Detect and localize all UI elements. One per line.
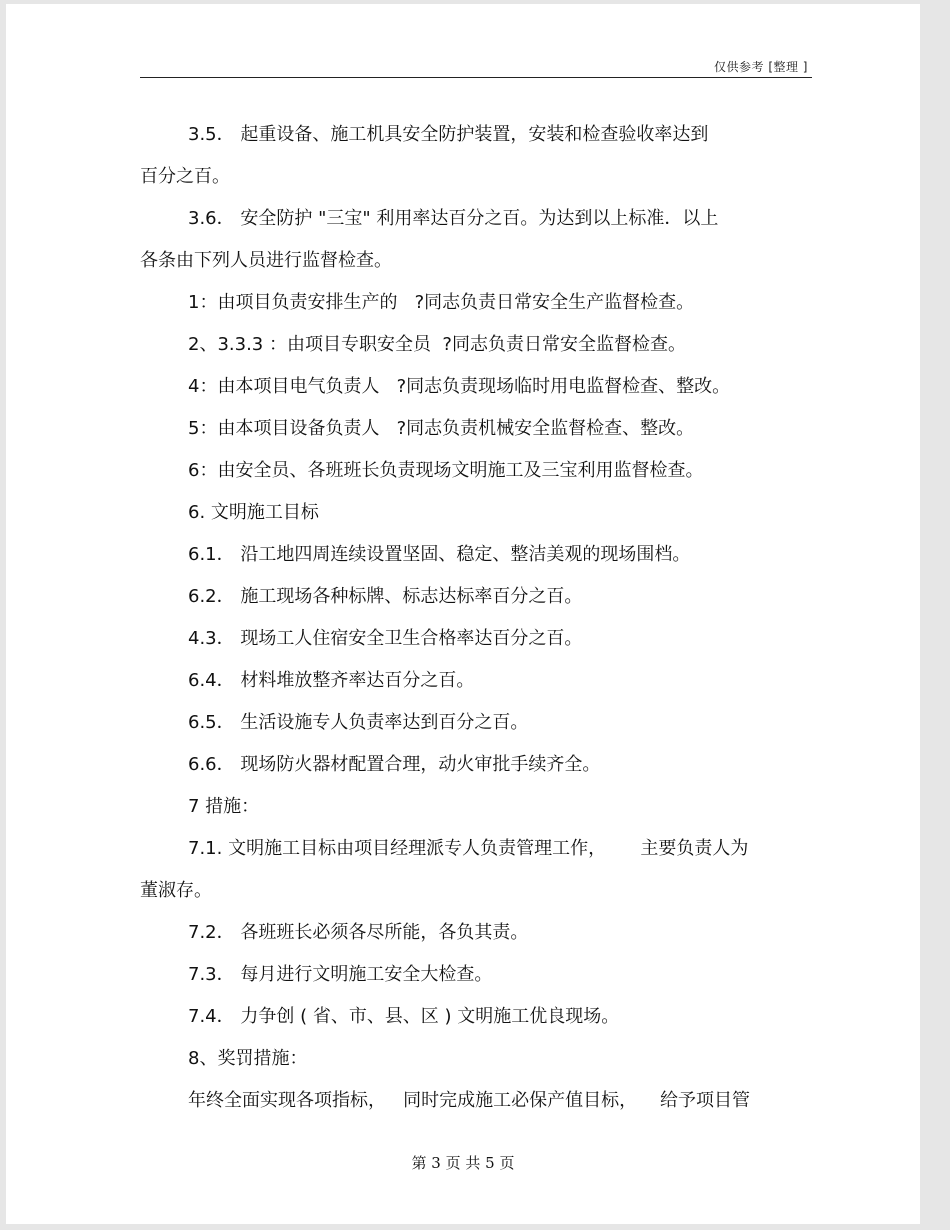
paragraph-line: 董淑存。 [140, 880, 212, 901]
page-footer: 第 3 页 共 5 页 [411, 1154, 515, 1172]
paragraph-line: 2、3.3.3 ：由项目专职安全员 ?同志负责日常安全监督检查。 [188, 334, 686, 355]
paragraph-line: 7.4． 力争创 ( 省、市、县、区 ) 文明施工优良现场。 [188, 1006, 620, 1027]
header-divider [140, 77, 812, 78]
paragraph-line: 6.2． 施工现场各种标牌、标志达标率百分之百。 [188, 586, 583, 607]
document-page [6, 4, 920, 1224]
paragraph-line: 6.6． 现场防火器材配置合理，动火审批手续齐全。 [188, 754, 601, 775]
paragraph-line: 8、奖罚措施： [188, 1048, 308, 1069]
document-body [140, 114, 812, 1122]
paragraph-line: 7.3． 每月进行文明施工安全大检查。 [188, 964, 493, 985]
paragraph-line: 年终全面实现各项指标， 同时完成施工必保产值目标， 给予项目管 [188, 1090, 751, 1111]
page-header: 仅供参考 [整理 ] [714, 60, 808, 74]
paragraph-line: 4.3． 现场工人住宿安全卫生合格率达百分之百。 [188, 628, 583, 649]
paragraph-line: 各条由下列人员进行监督检查。 [140, 250, 392, 271]
paragraph-line: 3.5． 起重设备、施工机具安全防护装置，安装和检查验收率达到 [188, 124, 709, 145]
paragraph-line: 6.4． 材料堆放整齐率达百分之百。 [188, 670, 475, 691]
paragraph-line: 3.6． 安全防护 "三宝" 利用率达百分之百。为达到以上标准．以上 [188, 208, 719, 229]
paragraph-line: 6.5． 生活设施专人负责率达到百分之百。 [188, 712, 529, 733]
paragraph-line: 6：由安全员、各班班长负责现场文明施工及三宝利用监督检查。 [188, 460, 704, 481]
paragraph-line: 6.1． 沿工地四周连续设置坚固、稳定、整洁美观的现场围档。 [188, 544, 691, 565]
paragraph-line: 百分之百。 [140, 166, 230, 187]
paragraph-line: 4：由本项目电气负责人 ?同志负责现场临时用电监督检查、整改。 [188, 376, 731, 397]
paragraph-line: 7 措施： [188, 796, 260, 817]
paragraph-line: 7.1. 文明施工目标由项目经理派专人负责管理工作， 主要负责人为 [188, 838, 749, 859]
paragraph-line: 6. 文明施工目标 [188, 502, 319, 523]
paragraph-line: 5：由本项目设备负责人 ?同志负责机械安全监督检查、整改。 [188, 418, 695, 439]
paragraph-line: 7.2． 各班班长必须各尽所能，各负其责。 [188, 922, 529, 943]
paragraph-line: 1：由项目负责安排生产的 ?同志负责日常安全生产监督检查。 [188, 292, 695, 313]
